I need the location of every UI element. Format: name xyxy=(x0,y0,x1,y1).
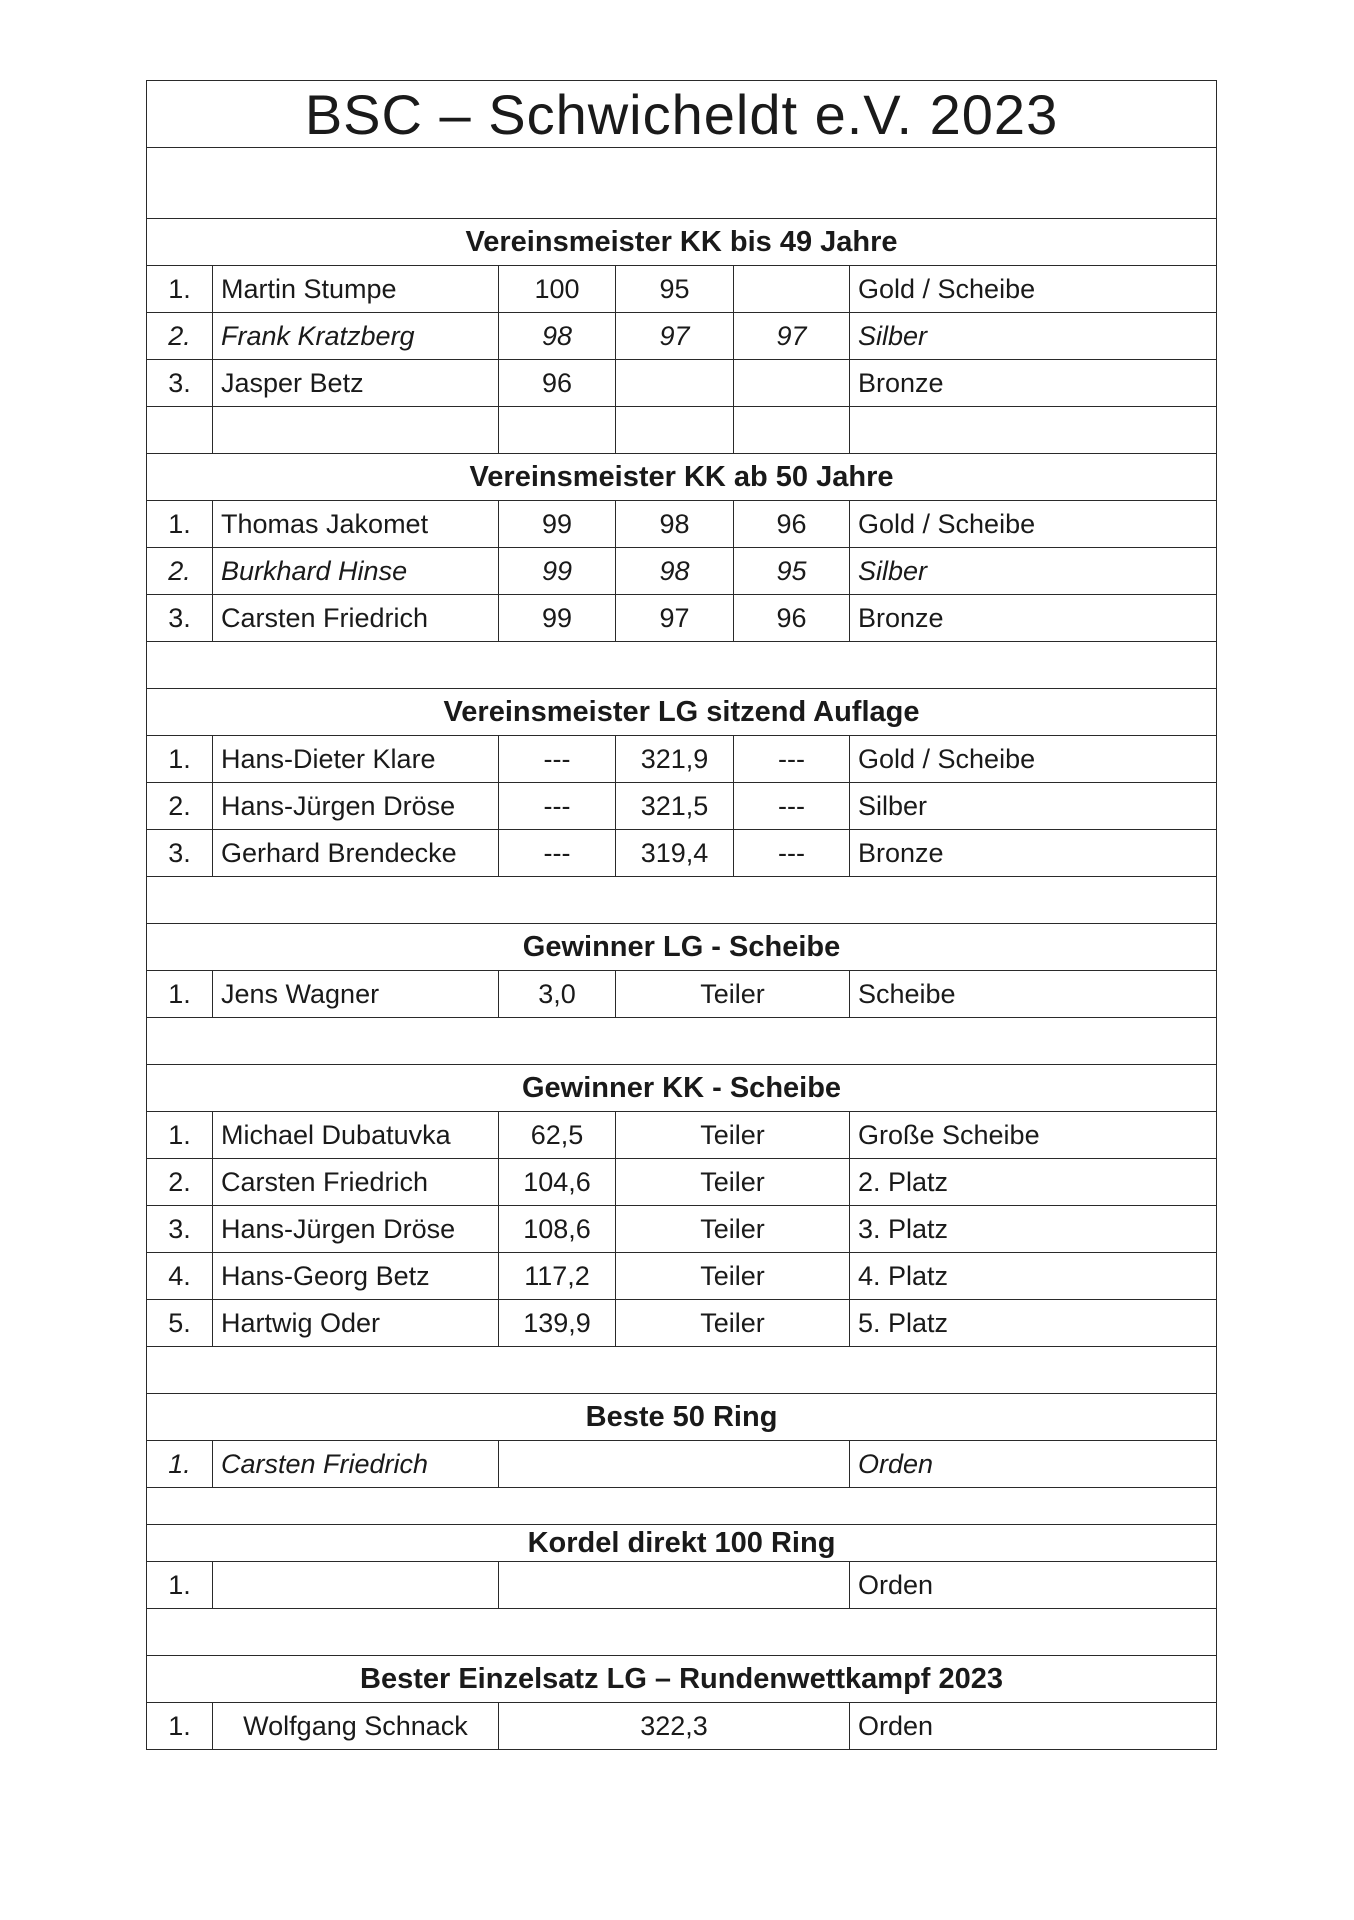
section-heading: Gewinner KK - Scheibe xyxy=(147,1065,1217,1112)
score-cell: 99 xyxy=(499,548,616,595)
name-cell: Carsten Friedrich xyxy=(213,595,499,642)
score-cell: --- xyxy=(734,830,850,877)
name-cell: Hans-Jürgen Dröse xyxy=(213,1206,499,1253)
score-cell: 99 xyxy=(499,501,616,548)
rank-cell: 3. xyxy=(147,830,213,877)
rank-cell: 3. xyxy=(147,1206,213,1253)
award-cell: Bronze xyxy=(850,595,1217,642)
table-row xyxy=(147,1159,1217,1206)
score-cell xyxy=(734,266,850,313)
score-cell: 96 xyxy=(734,501,850,548)
name-cell: Martin Stumpe xyxy=(213,266,499,313)
teiler-label-cell: Teiler xyxy=(616,971,850,1018)
empty-cell xyxy=(616,407,734,454)
section-heading: Beste 50 Ring xyxy=(147,1394,1217,1441)
name-cell: Jens Wagner xyxy=(213,971,499,1018)
table-row xyxy=(147,501,1217,548)
name-cell: Hans-Dieter Klare xyxy=(213,736,499,783)
table-row xyxy=(147,1300,1217,1347)
value-cell xyxy=(499,1441,850,1488)
award-cell: Bronze xyxy=(850,830,1217,877)
score-cell: 100 xyxy=(499,266,616,313)
score-cell: 321,9 xyxy=(616,736,734,783)
score-cell: --- xyxy=(734,736,850,783)
table-row xyxy=(147,1703,1217,1750)
score-cell: --- xyxy=(499,783,616,830)
award-cell: Scheibe xyxy=(850,971,1217,1018)
table-row xyxy=(147,548,1217,595)
score-cell: --- xyxy=(734,783,850,830)
section-heading: Vereinsmeister KK ab 50 Jahre xyxy=(147,454,1217,501)
name-cell: Thomas Jakomet xyxy=(213,501,499,548)
score-cell: 96 xyxy=(499,360,616,407)
rank-cell: 1. xyxy=(147,266,213,313)
table-row xyxy=(147,1112,1217,1159)
rank-cell: 4. xyxy=(147,1253,213,1300)
teiler-label-cell: Teiler xyxy=(616,1253,850,1300)
rank-cell: 3. xyxy=(147,595,213,642)
table-row xyxy=(147,360,1217,407)
value-cell: 322,3 xyxy=(499,1703,850,1750)
spacer-row xyxy=(147,1488,1217,1525)
name-cell: Frank Kratzberg xyxy=(213,313,499,360)
teiler-label-cell: Teiler xyxy=(616,1300,850,1347)
empty-cell xyxy=(213,407,499,454)
table-row xyxy=(147,313,1217,360)
score-cell: 98 xyxy=(616,501,734,548)
empty-cell xyxy=(734,407,850,454)
value-cell xyxy=(499,1562,850,1609)
award-cell: Gold / Scheibe xyxy=(850,501,1217,548)
table-row xyxy=(147,830,1217,877)
award-cell: Orden xyxy=(850,1703,1217,1750)
spacer-row xyxy=(147,877,1217,924)
name-cell: Burkhard Hinse xyxy=(213,548,499,595)
spacer-row xyxy=(147,642,1217,689)
award-cell: Orden xyxy=(850,1562,1217,1609)
name-cell: Hartwig Oder xyxy=(213,1300,499,1347)
teiler-value-cell: 104,6 xyxy=(499,1159,616,1206)
rank-cell: 3. xyxy=(147,360,213,407)
empty-cell xyxy=(499,407,616,454)
teiler-label-cell: Teiler xyxy=(616,1112,850,1159)
rank-cell: 1. xyxy=(147,1562,213,1609)
score-cell: 321,5 xyxy=(616,783,734,830)
table-row xyxy=(147,1253,1217,1300)
name-cell: Wolfgang Schnack xyxy=(213,1703,499,1750)
section-heading: Gewinner LG - Scheibe xyxy=(147,924,1217,971)
rank-cell: 2. xyxy=(147,313,213,360)
teiler-label-cell: Teiler xyxy=(616,1159,850,1206)
score-cell xyxy=(734,360,850,407)
rank-cell: 2. xyxy=(147,548,213,595)
teiler-value-cell: 62,5 xyxy=(499,1112,616,1159)
name-cell xyxy=(213,1562,499,1609)
section-heading: Bester Einzelsatz LG – Rundenwettkampf 2023 xyxy=(147,1656,1217,1703)
spacer-row xyxy=(147,1018,1217,1065)
table-row xyxy=(147,1206,1217,1253)
rank-cell: 1. xyxy=(147,1112,213,1159)
table-row xyxy=(147,266,1217,313)
score-cell: --- xyxy=(499,830,616,877)
spacer-row xyxy=(147,148,1217,219)
teiler-value-cell: 117,2 xyxy=(499,1253,616,1300)
award-cell: 3. Platz xyxy=(850,1206,1217,1253)
score-cell: 95 xyxy=(734,548,850,595)
results-table xyxy=(146,80,1217,1750)
rank-cell: 2. xyxy=(147,1159,213,1206)
rank-cell: 2. xyxy=(147,783,213,830)
name-cell: Gerhard Brendecke xyxy=(213,830,499,877)
award-cell: Gold / Scheibe xyxy=(850,266,1217,313)
table-row xyxy=(147,595,1217,642)
award-cell: Bronze xyxy=(850,360,1217,407)
rank-cell: 1. xyxy=(147,971,213,1018)
rank-cell: 1. xyxy=(147,1703,213,1750)
table-row xyxy=(147,1441,1217,1488)
award-cell: Orden xyxy=(850,1441,1217,1488)
teiler-label-cell: Teiler xyxy=(616,1206,850,1253)
empty-row xyxy=(147,407,1217,454)
score-cell: --- xyxy=(499,736,616,783)
empty-cell xyxy=(147,407,213,454)
award-cell: Gold / Scheibe xyxy=(850,736,1217,783)
rank-cell: 5. xyxy=(147,1300,213,1347)
name-cell: Jasper Betz xyxy=(213,360,499,407)
score-cell xyxy=(616,360,734,407)
table-row xyxy=(147,971,1217,1018)
spacer-row xyxy=(147,1347,1217,1394)
teiler-value-cell: 139,9 xyxy=(499,1300,616,1347)
name-cell: Hans-Georg Betz xyxy=(213,1253,499,1300)
section-heading: Vereinsmeister LG sitzend Auflage xyxy=(147,689,1217,736)
document-title: BSC – Schwicheldt e.V. 2023 xyxy=(147,81,1217,148)
teiler-value-cell: 3,0 xyxy=(499,971,616,1018)
name-cell: Hans-Jürgen Dröse xyxy=(213,783,499,830)
score-cell: 98 xyxy=(616,548,734,595)
table-row xyxy=(147,736,1217,783)
name-cell: Michael Dubatuvka xyxy=(213,1112,499,1159)
award-cell: 2. Platz xyxy=(850,1159,1217,1206)
award-cell: Silber xyxy=(850,783,1217,830)
empty-cell xyxy=(850,407,1217,454)
score-cell: 97 xyxy=(616,595,734,642)
teiler-value-cell: 108,6 xyxy=(499,1206,616,1253)
score-cell: 97 xyxy=(616,313,734,360)
section-heading: Vereinsmeister KK bis 49 Jahre xyxy=(147,219,1217,266)
rank-cell: 1. xyxy=(147,736,213,783)
award-cell: Silber xyxy=(850,313,1217,360)
section-heading: Kordel direkt 100 Ring xyxy=(147,1525,1217,1562)
award-cell: Silber xyxy=(850,548,1217,595)
name-cell: Carsten Friedrich xyxy=(213,1159,499,1206)
score-cell: 99 xyxy=(499,595,616,642)
award-cell: 5. Platz xyxy=(850,1300,1217,1347)
name-cell: Carsten Friedrich xyxy=(213,1441,499,1488)
table-row xyxy=(147,1562,1217,1609)
results-sheet xyxy=(146,80,1216,1763)
rank-cell: 1. xyxy=(147,501,213,548)
award-cell: 4. Platz xyxy=(850,1253,1217,1300)
score-cell: 319,4 xyxy=(616,830,734,877)
score-cell: 98 xyxy=(499,313,616,360)
score-cell: 96 xyxy=(734,595,850,642)
spacer-row xyxy=(147,1609,1217,1656)
table-row xyxy=(147,783,1217,830)
score-cell: 95 xyxy=(616,266,734,313)
rank-cell: 1. xyxy=(147,1441,213,1488)
award-cell: Große Scheibe xyxy=(850,1112,1217,1159)
score-cell: 97 xyxy=(734,313,850,360)
